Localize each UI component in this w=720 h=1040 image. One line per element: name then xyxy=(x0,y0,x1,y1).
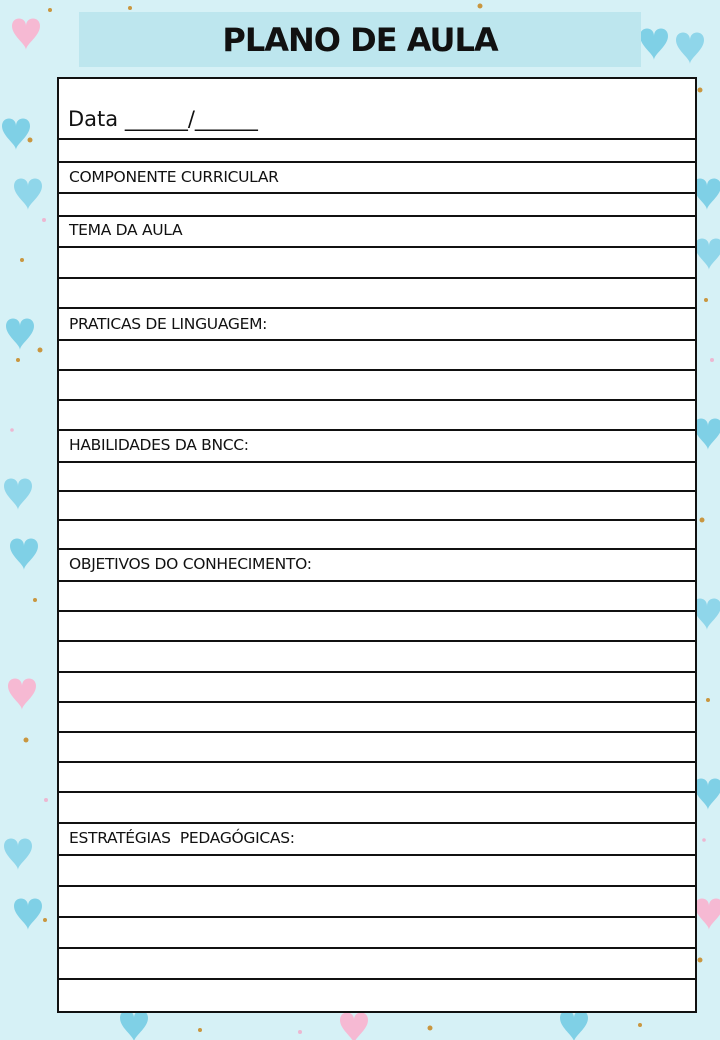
label-componente-curricular: COMPONENTE CURRICULAR xyxy=(69,168,279,186)
form-line xyxy=(59,548,695,550)
form-line xyxy=(59,277,695,279)
form-line xyxy=(59,610,695,612)
form-line xyxy=(59,885,695,887)
form-line xyxy=(59,215,695,217)
form-line xyxy=(59,854,695,856)
form-line xyxy=(59,461,695,463)
form-line xyxy=(59,580,695,582)
form-line xyxy=(59,399,695,401)
form-line xyxy=(59,791,695,793)
form-line xyxy=(59,307,695,309)
form-line xyxy=(59,519,695,521)
label-objetivos-do-conhecimento: OBJETIVOS DO CONHECIMENTO: xyxy=(69,555,312,573)
form-line xyxy=(59,246,695,248)
date-field-label: Data ______/______ xyxy=(68,107,258,131)
label-praticas-de-linguagem: PRATICAS DE LINGUAGEM: xyxy=(69,315,268,333)
form-line xyxy=(59,731,695,733)
form-line xyxy=(59,369,695,371)
label-tema-da-aula: TEMA DA AULA xyxy=(69,221,183,239)
label-estrategias-pedagogicas: ESTRATÉGIAS PEDAGÓGICAS: xyxy=(69,829,295,847)
form-line xyxy=(59,490,695,492)
form-line xyxy=(59,761,695,763)
form-line xyxy=(59,978,695,980)
form-line xyxy=(59,916,695,918)
form-line xyxy=(59,822,695,824)
form-line xyxy=(59,192,695,194)
form-line xyxy=(59,339,695,341)
form-line xyxy=(59,671,695,673)
form-line xyxy=(59,161,695,163)
form-line xyxy=(59,640,695,642)
label-habilidades-bncc: HABILIDADES DA BNCC: xyxy=(69,436,249,454)
form-line xyxy=(59,947,695,949)
title-banner xyxy=(79,12,641,67)
page-title: PLANO DE AULA xyxy=(222,20,498,59)
form-line xyxy=(59,429,695,431)
form-line xyxy=(59,138,695,140)
lesson-plan-form xyxy=(57,77,697,1013)
form-line xyxy=(59,701,695,703)
